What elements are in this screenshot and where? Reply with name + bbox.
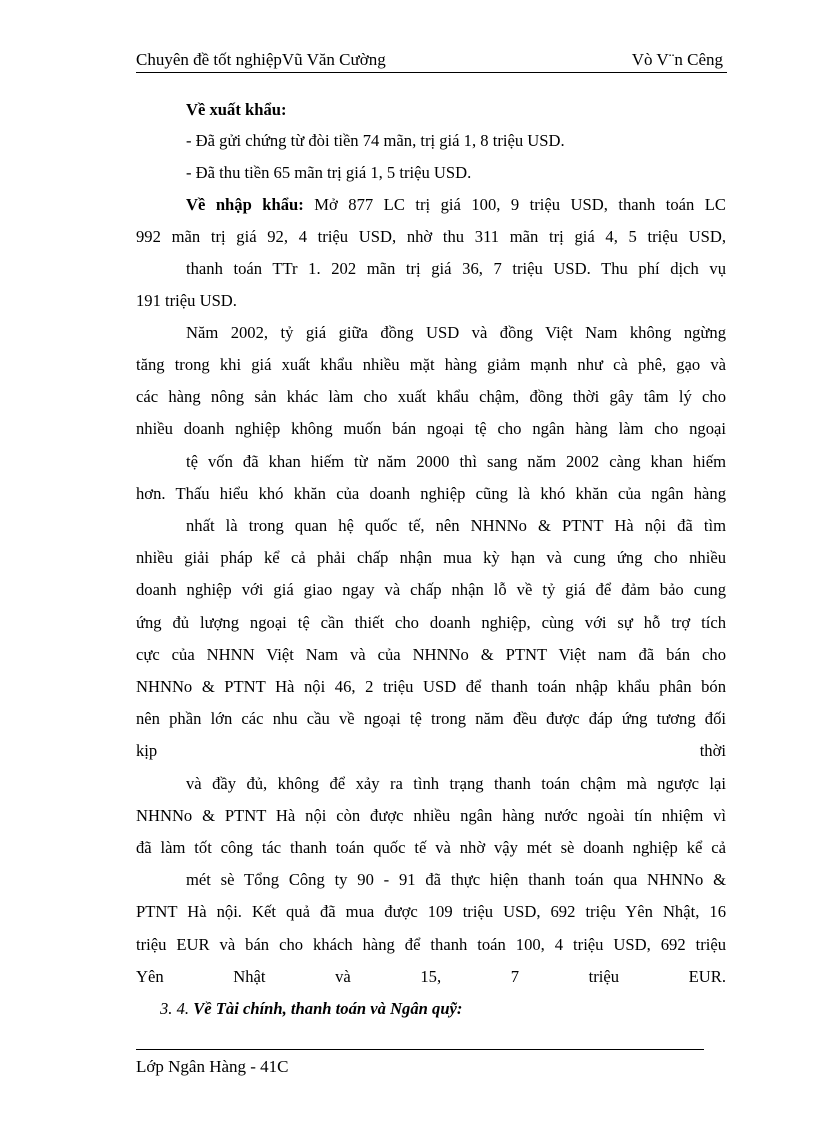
page-footer: Lớp Ngân Hàng - 41C [136,1057,289,1076]
paragraph-line: Yên Nhật và 15, 7 triệu EUR. [136,967,726,986]
paragraph-line: nhất là trong quan hệ quốc tế, nên NHNNo & PTNT Hà nội đã tìm [186,516,726,535]
paragraph-line: nhiều doanh nghiệp không muốn bán ngoại tệ cho ngân hàng làm cho ngoại [136,419,726,438]
paragraph-line: triệu EUR và bán cho khách hàng để thanh toán 100, 4 triệu USD, 692 triệu [136,935,726,954]
paragraph-line: NHNNo & PTNT Hà nội 46, 2 triệu USD để thanh toán nhập khẩu phân bón [136,677,726,696]
paragraph-line: ứng đủ lượng ngoại tệ cần thiết cho doanh nghiệp, cùng với sự hỗ trợ tích [136,613,726,632]
paragraph-line: các hàng nông sản khác làm cho xuất khẩu chậm, đồng thời gây tâm lý cho [136,387,726,406]
paragraph-line: doanh nghiệp với giá giao ngay và chấp nhận lỗ về tỷ giá để đảm bảo cung [136,580,726,599]
paragraph-line: nên phần lớn các nhu cầu về ngoại tệ trong năm đều được đáp ứng tương đối [136,709,726,728]
paragraph-line: hơn. Thấu hiểu khó khăn của doanh nghiệp cũng là khó khăn của ngân hàng [136,484,726,503]
paragraph-line: Năm 2002, tỷ giá giữa đồng USD và đồng Việt Nam không ngừng [186,323,726,342]
section-number: 3. 4. [160,999,190,1018]
paragraph-line: mét sè Tổng Công ty 90 - 91 đã thực hiện thanh toán qua NHNNo & [186,870,726,889]
header-right: Vò V¨n Cêng [631,50,723,69]
section-heading [160,999,726,1021]
export-line-1: - Đã gửi chứng từ đòi tiền 74 mãn, trị giá 1, 8 triệu USD. [186,131,565,150]
section-title: Về Tài chính, thanh toán và Ngân quỹ: [193,999,463,1018]
paragraph-line: đã làm tốt công tác thanh toán quốc tế và nhờ vậy mét sè doanh nghiệp kể cả [136,838,726,857]
paragraph-line: tệ vốn đã khan hiếm từ năm 2000 thì sang năm 2002 càng khan hiếm [186,452,726,471]
import-line-3: thanh toán TTr 1. 202 mãn trị giá 36, 7 triệu USD. Thu phí dịch vụ [186,259,726,278]
import-heading: Về nhập khẩu: [186,195,304,214]
import-line-1 [186,195,726,217]
paragraph-line: và đầy đủ, không để xảy ra tình trạng thanh toán chậm mà ngược lại [186,774,726,793]
paragraph-line: kịp thời [136,741,726,760]
paragraph-line: PTNT Hà nội. Kết quả đã mua được 109 triệu USD, 692 triệu Yên Nhật, 16 [136,902,726,921]
paragraph-line: NHNNo & PTNT Hà nội còn được nhiều ngân hàng nước ngoài tín nhiệm vì [136,806,726,825]
page-header [136,48,727,73]
paragraph-line: nhiều giải pháp kể cả phải chấp nhận mua kỳ hạn và cung ứng cho nhiều [136,548,726,567]
import-line-1-text: Mở 877 LC trị giá 100, 9 triệu USD, thanh toán LC [314,195,726,214]
export-line-2: - Đã thu tiền 65 mãn trị giá 1, 5 triệu USD. [186,163,472,182]
import-line-4: 191 triệu USD. [136,291,237,310]
import-line-2: 992 mãn trị giá 92, 4 triệu USD, nhờ thu 311 mãn trị giá 4, 5 triệu USD, [136,227,726,246]
header-left: Chuyên đề tốt nghiệpVũ Văn Cường [136,50,386,69]
export-heading: Về xuất khẩu: [186,100,287,119]
paragraph-line: cực của NHNN Việt Nam và của NHNNo & PTNT Việt nam đã bán cho [136,645,726,664]
footer-divider [136,1049,704,1050]
paragraph-line: tăng trong khi giá xuất khẩu nhiều mặt hàng giảm mạnh như cà phê, gạo và [136,355,726,374]
